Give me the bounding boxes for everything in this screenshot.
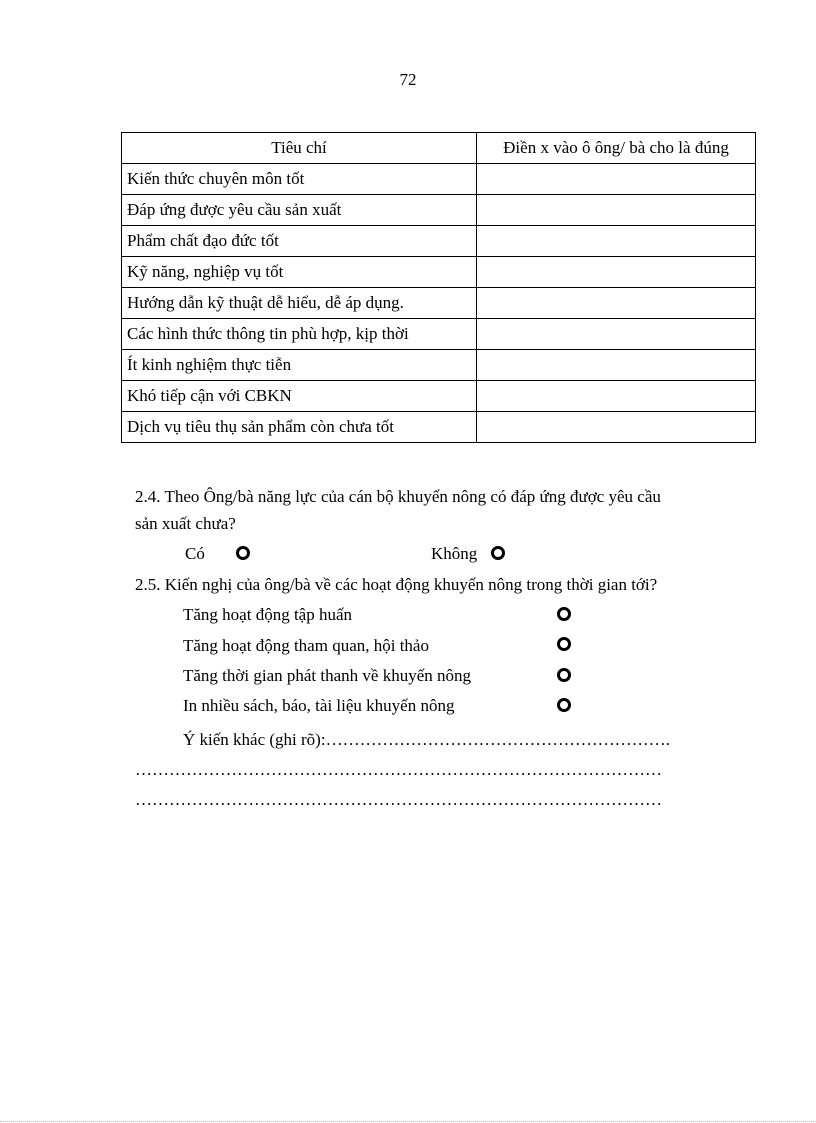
- criteria-cell: Các hình thức thông tin phù hợp, kịp thời: [122, 319, 477, 350]
- mark-cell[interactable]: [477, 350, 756, 381]
- page-bottom-divider: [0, 1121, 816, 1122]
- page-number: 72: [399, 70, 417, 89]
- q24-line-2: sản xuất chưa?: [135, 514, 236, 533]
- table-row: [122, 381, 756, 412]
- mark-cell[interactable]: [477, 412, 756, 443]
- radio-circle-icon[interactable]: [557, 637, 571, 651]
- criteria-cell: Ít kinh nghiệm thực tiễn: [122, 350, 477, 381]
- table-row: [122, 195, 756, 226]
- radio-circle-icon[interactable]: [557, 698, 571, 712]
- q25-option-2: Tăng hoạt động tham quan, hội thảo: [183, 636, 429, 655]
- mark-cell[interactable]: [477, 319, 756, 350]
- q24-option-no[interactable]: [431, 544, 477, 564]
- q24-option-yes-label: Có: [185, 544, 205, 563]
- mark-cell[interactable]: [477, 195, 756, 226]
- header-criteria: Tiêu chí: [122, 133, 477, 164]
- criteria-cell: Kiến thức chuyên môn tốt: [122, 164, 477, 195]
- q25-question: 2.5. Kiến nghị của ông/bà về các hoạt động khuyến nông trong thời gian tới?: [135, 575, 658, 594]
- table-row: [122, 288, 756, 319]
- criteria-cell: Hướng dẫn kỹ thuật dễ hiểu, dễ áp dụng.: [122, 288, 477, 319]
- criteria-cell: Phẩm chất đạo đức tốt: [122, 226, 477, 257]
- table-row: [122, 257, 756, 288]
- criteria-cell: Khó tiếp cận với CBKN: [122, 381, 477, 412]
- table-row: [122, 164, 756, 195]
- radio-circle-icon[interactable]: [557, 668, 571, 682]
- q24-line-1: 2.4. Theo Ông/bà năng lực của cán bộ khuyến nông có đáp ứng được yêu cầu: [135, 487, 661, 506]
- criteria-cell: Kỹ năng, nghiệp vụ tốt: [122, 257, 477, 288]
- radio-circle-icon[interactable]: [491, 546, 505, 560]
- mark-cell[interactable]: [477, 226, 756, 257]
- radio-circle-icon[interactable]: [236, 546, 250, 560]
- header-mark: Điền x vào ô ông/ bà cho là đúng: [477, 133, 756, 164]
- answer-dotted-line[interactable]: …………………………………………………………………………………: [135, 760, 662, 779]
- answer-dotted-line[interactable]: …………………………………………………………………………………: [135, 790, 662, 809]
- q25-option-1: Tăng hoạt động tập huấn: [183, 605, 353, 624]
- table-row: [122, 226, 756, 257]
- radio-circle-icon[interactable]: [557, 607, 571, 621]
- criteria-cell: Dịch vụ tiêu thụ sản phẩm còn chưa tốt: [122, 412, 477, 443]
- q25-option-4: In nhiều sách, báo, tài liệu khuyến nông: [183, 696, 455, 715]
- mark-cell[interactable]: [477, 257, 756, 288]
- table-header-row: [122, 133, 756, 164]
- mark-cell[interactable]: [477, 288, 756, 319]
- q24-option-yes[interactable]: [185, 544, 205, 564]
- mark-cell[interactable]: [477, 164, 756, 195]
- q25-other-opinion[interactable]: Ý kiến khác (ghi rõ):…………………………………………………….: [183, 730, 670, 749]
- table-row: [122, 319, 756, 350]
- table-row: [122, 350, 756, 381]
- q25-option-3: Tăng thời gian phát thanh về khuyến nông: [183, 666, 472, 685]
- table-row: [122, 412, 756, 443]
- mark-cell[interactable]: [477, 381, 756, 412]
- q24-option-no-label: Không: [431, 544, 478, 563]
- criteria-cell: Đáp ứng được yêu cầu sản xuất: [122, 195, 477, 226]
- criteria-table: [121, 132, 756, 443]
